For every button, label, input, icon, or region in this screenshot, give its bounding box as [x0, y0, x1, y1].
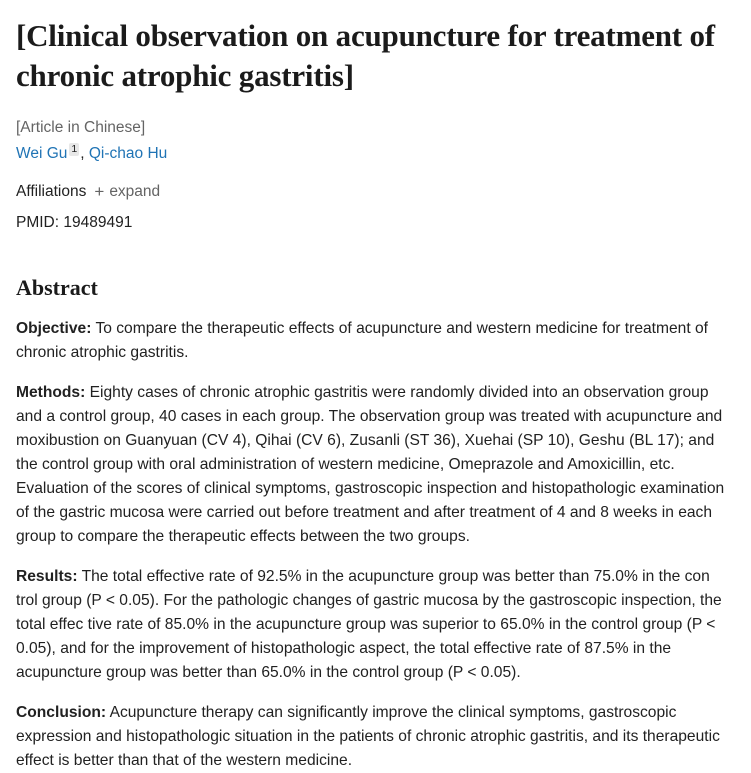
abstract-section-label: Conclusion:	[16, 704, 107, 722]
article-meta	[16, 117, 733, 234]
author-separator: ,	[80, 144, 89, 162]
expand-affiliations-button[interactable]	[94, 182, 160, 201]
abstract-section-methods	[16, 381, 733, 549]
expand-label: expand	[109, 183, 161, 201]
article-language-note: [Article in Chinese]	[16, 119, 146, 137]
abstract-section-results	[16, 565, 733, 685]
abstract-section-label: Methods:	[16, 384, 86, 402]
abstract-section-text: Eighty cases of chronic atrophic gastritis were randomly divided into an observation group and a control group, 40 cases in each group. The observation group was treated with acupuncture and moxibustion on Guanyuan (CV 4), Qihai (CV 6), Zusanli (ST 36), Xuehai (SP 10), Geshu (BL 17); and the control group with oral administration of western medicine, Omeprazole and Amoxicillin, etc. Evaluation of the scores of clinical symptoms, gastroscopic inspection and histopathologic examination of the gastric mucosa were carried out before treatment and after treatment of 4 and 8 weeks in each group to compare the therapeutic effects between the two groups.	[16, 384, 725, 546]
pmid: PMID: 19489491	[16, 213, 133, 231]
abstract-body	[16, 317, 733, 773]
abstract-section-conclusion	[16, 701, 733, 773]
abstract-section-text: To compare the therapeutic effects of acupuncture and western medicine for treatment of chronic atrophic gastritis.	[16, 320, 708, 362]
abstract-section-label: Results:	[16, 568, 78, 586]
affiliation-ref-1[interactable]: 1	[71, 142, 78, 155]
abstract-section-label: Objective:	[16, 320, 92, 338]
author-link-1[interactable]: Wei Gu	[16, 144, 68, 162]
abstract-section-text: The total effective rate of 92.5% in the acupuncture group was better than 75.0% in the con trol group (P < 0.05). For the pathologic changes of gastric mucosa by the gastroscopic inspection, the total effec tive rate of 85.0% in the acupuncture group was superior to 65.0% in the control group (P < 0.05), and for the improvement of histopathologic aspect, the total effective rate of 87.5% in the acupuncture group was better than 65.0% in the control group (P < 0.05).	[16, 568, 722, 682]
page-title: [Clinical observation on acupuncture for treatment of chronic atrophic gastritis]	[16, 18, 715, 93]
abstract-heading: Abstract	[16, 275, 98, 300]
author-link-2[interactable]: Qi-chao Hu	[88, 144, 168, 162]
abstract-section-objective	[16, 317, 733, 365]
plus-icon: +	[94, 182, 105, 202]
abstract-section-text: Acupuncture therapy can significantly improve the clinical symptoms, gastroscopic expression and histopathologic situation in the patients of chronic atrophic gastritis, and its therapeutic effect is better than that of the western medicine.	[16, 704, 720, 770]
affiliations-label: Affiliations	[16, 183, 87, 201]
affiliations-row	[16, 181, 733, 203]
authors-list	[16, 142, 733, 165]
